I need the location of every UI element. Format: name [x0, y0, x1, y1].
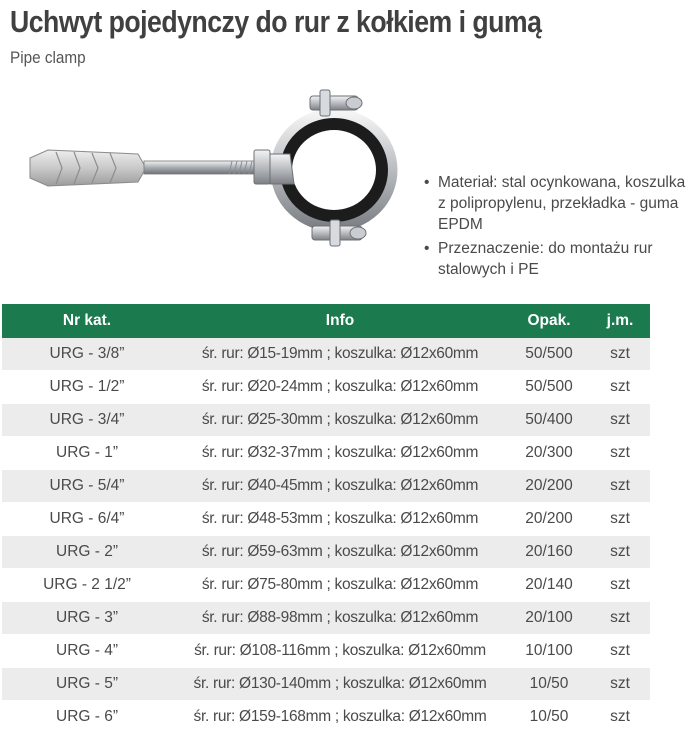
table-row [2, 437, 650, 470]
cell-unit: szt [590, 470, 650, 503]
cell-pack: 20/300 [508, 437, 590, 470]
feature-text: Przeznaczenie: do montażu rur stalowych i PE [438, 240, 653, 278]
cell-pack: 50/500 [508, 338, 590, 371]
cell-code: URG - 3/8” [2, 338, 172, 371]
cell-info: śr. rur: Ø48-53mm ; koszulka: Ø12x60mm [172, 503, 508, 536]
cell-unit: szt [590, 503, 650, 536]
cell-unit: szt [590, 569, 650, 602]
cell-code: URG - 2 1/2” [2, 569, 172, 602]
cell-pack: 50/500 [508, 371, 590, 404]
cell-info: śr. rur: Ø25-30mm ; koszulka: Ø12x60mm [172, 404, 508, 437]
bullet-icon: • [424, 174, 430, 191]
page-title: Uchwyt pojedynczy do rur z kołkiem i gumą [10, 4, 542, 39]
cell-code: URG - 5” [2, 668, 172, 701]
cell-info: śr. rur: Ø88-98mm ; koszulka: Ø12x60mm [172, 602, 508, 635]
cell-info: śr. rur: Ø75-80mm ; koszulka: Ø12x60mm [172, 569, 508, 602]
cell-info: śr. rur: Ø32-37mm ; koszulka: Ø12x60mm [172, 437, 508, 470]
bullet-icon: • [424, 240, 430, 257]
cell-unit: szt [590, 338, 650, 371]
cell-code: URG - 1/2” [2, 371, 172, 404]
cell-unit: szt [590, 602, 650, 635]
table-row [2, 668, 650, 701]
cell-unit: szt [590, 635, 650, 668]
cell-pack: 20/100 [508, 602, 590, 635]
cell-unit: szt [590, 404, 650, 437]
cell-info: śr. rur: Ø130-140mm ; koszulka: Ø12x60mm [172, 668, 508, 701]
cell-unit: szt [590, 536, 650, 569]
product-spec-table [2, 304, 650, 734]
table-row [2, 602, 650, 635]
cell-pack: 10/100 [508, 635, 590, 668]
cell-pack: 10/50 [508, 701, 590, 734]
table-row [2, 503, 650, 536]
feature-item-purpose [424, 238, 694, 280]
column-header-code: Nr kat. [2, 304, 172, 338]
cell-pack: 20/140 [508, 569, 590, 602]
cell-code: URG - 3” [2, 602, 172, 635]
cell-unit: szt [590, 437, 650, 470]
table-row [2, 635, 650, 668]
cell-pack: 20/160 [508, 536, 590, 569]
feature-text: Materiał: stal ocynkowana, koszulka z polipropylenu, przekładka - guma EPDM [438, 174, 686, 233]
table-row [2, 371, 650, 404]
table-row [2, 470, 650, 503]
pipe-clamp-image [18, 88, 410, 284]
cell-code: URG - 3/4” [2, 404, 172, 437]
cell-unit: szt [590, 701, 650, 734]
cell-code: URG - 5/4” [2, 470, 172, 503]
cell-pack: 20/200 [508, 470, 590, 503]
cell-code: URG - 2” [2, 536, 172, 569]
cell-info: śr. rur: Ø40-45mm ; koszulka: Ø12x60mm [172, 470, 508, 503]
feature-item-material [424, 172, 694, 235]
table-row [2, 338, 650, 371]
feature-list [424, 172, 694, 283]
cell-code: URG - 1” [2, 437, 172, 470]
cell-pack: 50/400 [508, 404, 590, 437]
table-row [2, 569, 650, 602]
cell-code: URG - 6/4” [2, 503, 172, 536]
cell-info: śr. rur: Ø108-116mm ; koszulka: Ø12x60mm [172, 635, 508, 668]
cell-unit: szt [590, 668, 650, 701]
cell-unit: szt [590, 371, 650, 404]
cell-pack: 20/200 [508, 503, 590, 536]
cell-info: śr. rur: Ø159-168mm ; koszulka: Ø12x60mm [172, 701, 508, 734]
cell-info: śr. rur: Ø20-24mm ; koszulka: Ø12x60mm [172, 371, 508, 404]
table-row [2, 404, 650, 437]
cell-info: śr. rur: Ø59-63mm ; koszulka: Ø12x60mm [172, 536, 508, 569]
table-row [2, 536, 650, 569]
cell-pack: 10/50 [508, 668, 590, 701]
column-header-pack: Opak. [508, 304, 590, 338]
page-subtitle: Pipe clamp [10, 48, 86, 67]
column-header-unit: j.m. [590, 304, 650, 338]
table-header-row [2, 304, 650, 338]
column-header-info: Info [172, 304, 508, 338]
cell-code: URG - 6” [2, 701, 172, 734]
cell-info: śr. rur: Ø15-19mm ; koszulka: Ø12x60mm [172, 338, 508, 371]
cell-code: URG - 4” [2, 635, 172, 668]
